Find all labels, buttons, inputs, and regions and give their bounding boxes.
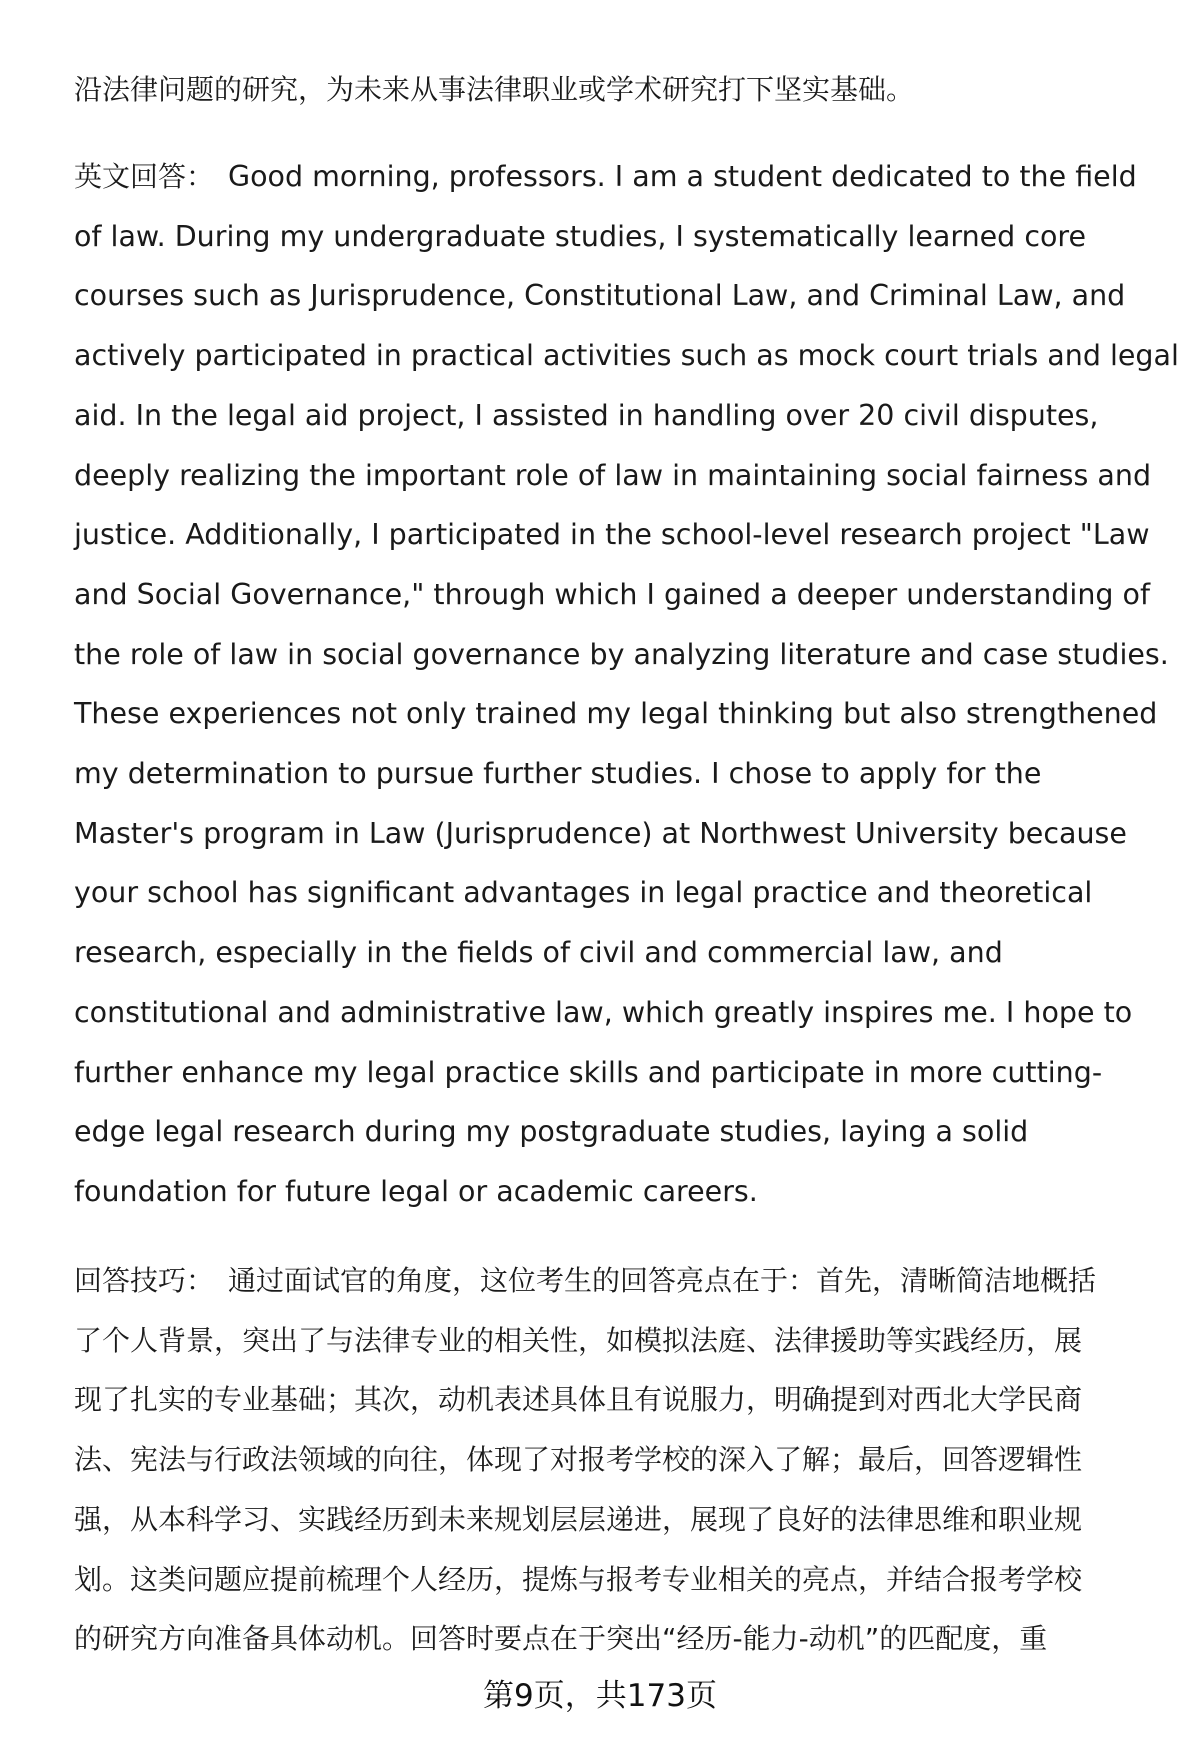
english-answer-text: Good morning, professors. I am a student dedicated to the field <box>228 160 1137 193</box>
english-answer-line: further enhance my legal practice skills and participate in more cutting- <box>74 1055 1103 1089</box>
english-answer-label: 英文回答： <box>74 160 215 193</box>
answer-tips-line <box>74 1251 1164 1311</box>
answer-tips-line: 划。这类问题应提前梳理个人经历，提炼与报考专业相关的亮点，并结合报考学校 <box>74 1562 1083 1596</box>
english-answer-line: aid. In the legal aid project, I assisted in handling over 20 civil disputes, <box>74 398 1099 432</box>
english-answer-line: deeply realizing the important role of law in maintaining social fairness and <box>74 458 1152 492</box>
intro-cn-paragraph <box>74 60 1164 120</box>
english-answer-line: foundation for future legal or academic careers. <box>74 1174 758 1208</box>
answer-tips-label: 回答技巧： <box>74 1264 215 1297</box>
answer-tips-line: 强，从本科学习、实践经历到未来规划层层递进，展现了良好的法律思维和职业规 <box>74 1502 1083 1536</box>
english-answer-line: justice. Additionally, I participated in the school-level research project "Law <box>74 518 1150 552</box>
english-answer-line: your school has significant advantages in legal practice and theoretical <box>74 876 1093 910</box>
answer-tips-line: 的研究方向准备具体动机。回答时要点在于突出“经历-能力-动机”的匹配度，重 <box>74 1622 1048 1656</box>
page-footer: 第9页，共173页 <box>483 1678 717 1714</box>
answer-tips-line: 现了扎实的专业基础；其次，动机表述具体且有说服力，明确提到对西北大学民商 <box>74 1383 1083 1417</box>
english-answer-line: Master's program in Law (Jurisprudence) at Northwest University because <box>74 816 1127 850</box>
english-answer-paragraph <box>74 147 1179 1222</box>
english-answer-line: courses such as Jurisprudence, Constitutional Law, and Criminal Law, and <box>74 279 1126 313</box>
english-answer-line: These experiences not only trained my legal thinking but also strengthened <box>74 697 1158 731</box>
english-answer-line <box>74 147 1164 207</box>
english-answer-line: constitutional and administrative law, which greatly inspires me. I hope to <box>74 995 1133 1029</box>
answer-tips-line: 法、宪法与行政法领域的向往，体现了对报考学校的深入了解；最后，回答逻辑性 <box>74 1443 1083 1477</box>
english-answer-line: of law. During my undergraduate studies, I systematically learned core <box>74 219 1087 253</box>
intro-cn-line: 沿法律问题的研究，为未来从事法律职业或学术研究打下坚实基础。 <box>74 73 915 106</box>
answer-tips-text: 通过面试官的角度，这位考生的回答亮点在于：首先，清晰简洁地概括 <box>228 1264 1097 1297</box>
english-answer-line: and Social Governance," through which I gained a deeper understanding of <box>74 577 1151 611</box>
answer-tips-line: 了个人背景，突出了与法律专业的相关性，如模拟法庭、法律援助等实践经历，展 <box>74 1323 1083 1357</box>
english-answer-line: edge legal research during my postgraduate studies, laying a solid <box>74 1115 1029 1149</box>
english-answer-line: my determination to pursue further studies. I chose to apply for the <box>74 757 1042 791</box>
answer-tips-paragraph <box>74 1251 1164 1669</box>
english-answer-line: research, especially in the fields of civil and commercial law, and <box>74 936 1003 970</box>
english-answer-line: actively participated in practical activities such as mock court trials and legal <box>74 339 1179 373</box>
english-answer-line: the role of law in social governance by analyzing literature and case studies. <box>74 637 1169 671</box>
